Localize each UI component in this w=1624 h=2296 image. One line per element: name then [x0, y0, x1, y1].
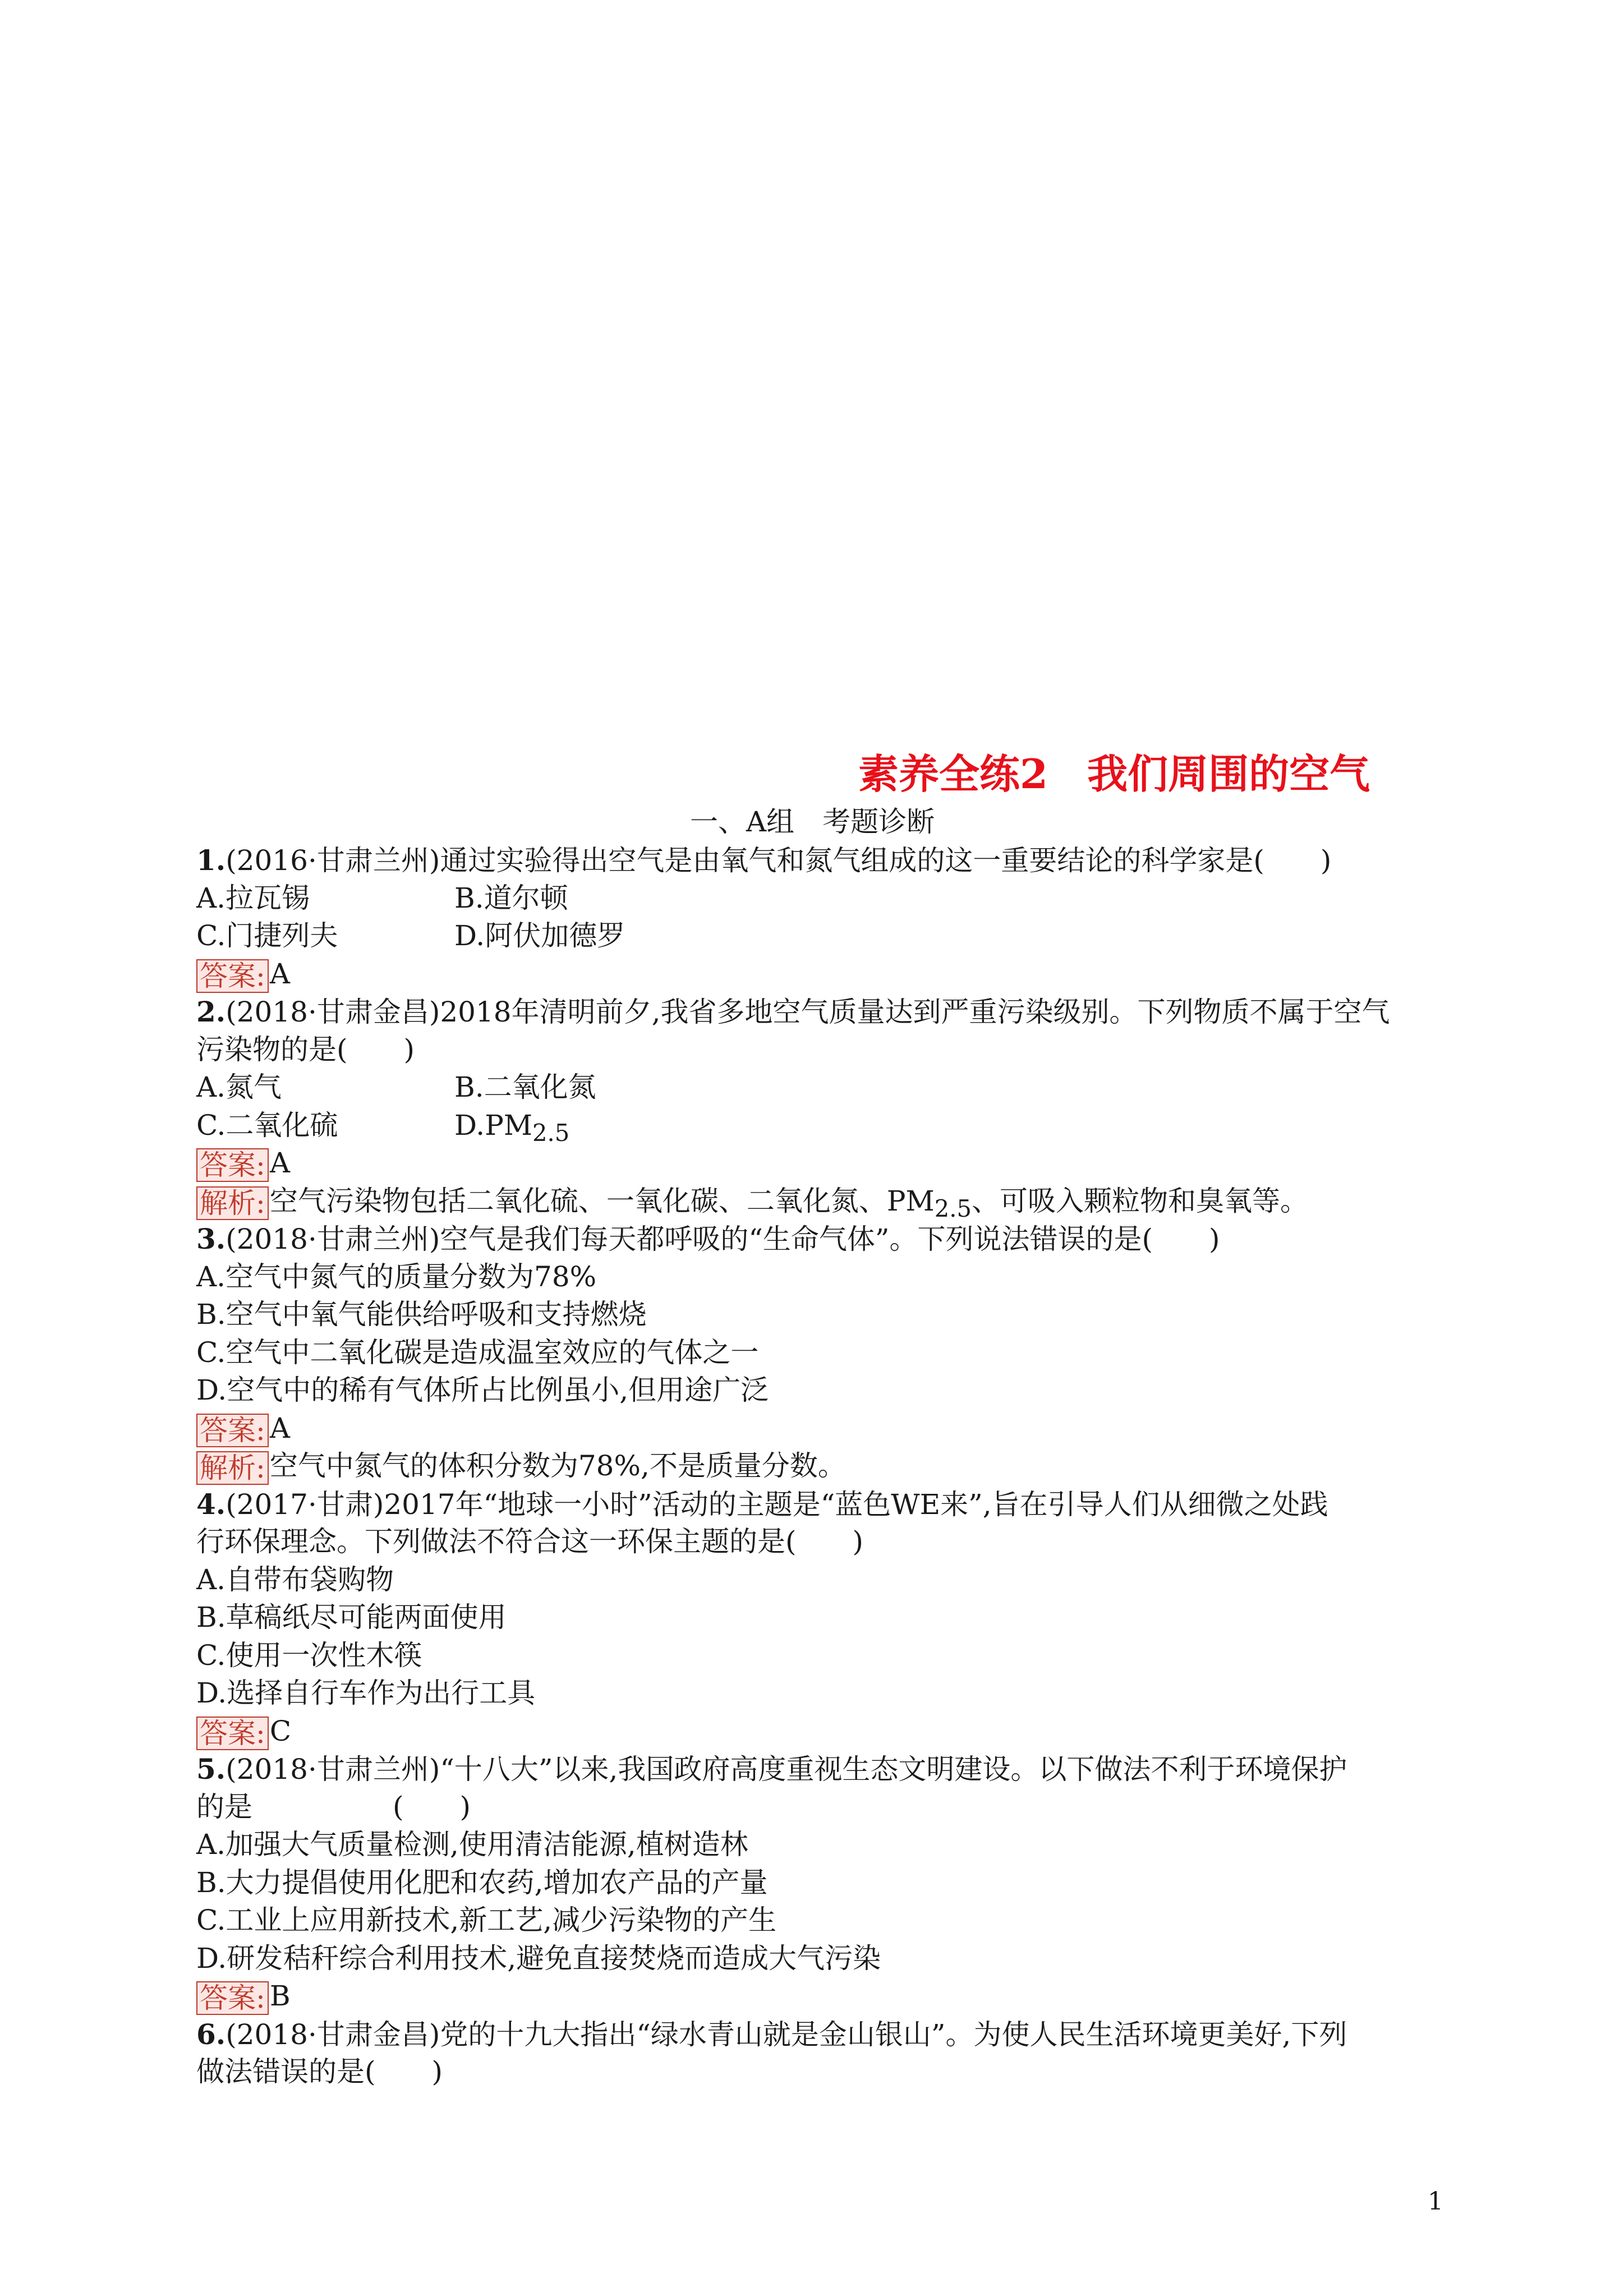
question-list: [196, 841, 1442, 2091]
answer-value: A: [269, 957, 290, 990]
answer-label: 答案:: [196, 1148, 269, 1182]
question-text: (2018·甘肃兰州)空气是我们每天都呼吸的“生命气体”。下列说法错误的是( ): [226, 1223, 1220, 1255]
answer-label: 答案:: [196, 1717, 269, 1750]
option-b: B.二氧化氮: [454, 1071, 596, 1103]
answer-blank: ( ): [393, 1790, 471, 1823]
question-number: 2.: [196, 995, 226, 1028]
page-number: 1: [1428, 2187, 1443, 2216]
question-text: (2018·甘肃金昌)党的十九大指出“绿水青山就是金山银山”。为使人民生活环境更美好,下列: [226, 2018, 1347, 2051]
analysis-subscript: 2.5: [934, 1194, 972, 1222]
option-b: B.大力提倡使用化肥和农药,增加农产品的产量: [196, 1866, 768, 1899]
section-part1: 一、A组: [690, 806, 795, 838]
question-2-options-row: [196, 1107, 1442, 1145]
question-4-line-1: [196, 1485, 1442, 1524]
question-3-line-1: [196, 1220, 1442, 1258]
analysis-text: 空气污染物包括二氧化硫、一氧化碳、二氧化氮、PM: [269, 1184, 935, 1217]
question-5-answer: [196, 1977, 1442, 2016]
question-3-answer: [196, 1410, 1442, 1448]
option-c: C.工业上应用新技术,新工艺,减少污染物的产生: [196, 1904, 777, 1936]
question-number: 5.: [196, 1752, 226, 1786]
option-a: A.氮气: [196, 1071, 282, 1103]
option-a: A.空气中氮气的质量分数为78%: [196, 1260, 597, 1293]
answer-label: 答案:: [196, 1414, 269, 1447]
question-2-line-2: [196, 1031, 1442, 1069]
page-title: [858, 746, 1370, 802]
question-text: (2016·甘肃兰州)通过实验得出空气是由氧气和氮气组成的这一重要结论的科学家是( ): [226, 844, 1332, 877]
question-5-line-1: [196, 1750, 1442, 1788]
option-a: A.自带布袋购物: [196, 1563, 394, 1596]
question-number: 6.: [196, 2017, 226, 2051]
answer-value: A: [269, 1411, 290, 1444]
answer-label: 答案:: [196, 1981, 269, 2015]
analysis-label: 解析:: [196, 1186, 269, 1220]
section-part2: 考题诊断: [822, 806, 935, 838]
question-2-answer: [196, 1144, 1442, 1182]
question-1-answer: [196, 955, 1442, 993]
question-4-answer: [196, 1713, 1442, 1751]
option-d: D.空气中的稀有气体所占比例虽小,但用途广泛: [196, 1374, 769, 1406]
option-b: B.道尔顿: [454, 881, 568, 914]
answer-label: 答案:: [196, 959, 269, 993]
question-1-line-1: [196, 841, 1442, 880]
question-2-analysis: [196, 1182, 1442, 1221]
question-5-line-2: [196, 1788, 1442, 1826]
analysis-text: 空气中氮气的体积分数为78%,不是质量分数。: [269, 1450, 846, 1482]
question-2-line-1: [196, 993, 1442, 1031]
option-c: C.使用一次性木筷: [196, 1639, 422, 1672]
question-text: 的是: [196, 1790, 252, 1823]
analysis-label: 解析:: [196, 1451, 269, 1485]
question-text: (2018·甘肃兰州)“十八大”以来,我国政府高度重视生态文明建设。以下做法不利于环境保护: [226, 1753, 1347, 1786]
option-c: C.空气中二氧化碳是造成温室效应的气体之一: [196, 1336, 759, 1369]
option-c: C.二氧化硫: [196, 1108, 338, 1142]
option-d: D.研发秸秆综合利用技术,避免直接焚烧而造成大气污染: [196, 1941, 881, 1975]
option-d: D.阿伏加德罗: [454, 919, 625, 952]
question-text: (2018·甘肃金昌)2018年清明前夕,我省多地空气质量达到严重污染级别。下列物质不属于空气: [226, 996, 1390, 1028]
question-2-options-row: [196, 1069, 1442, 1107]
question-text: (2017·甘肃)2017年“地球一小时”活动的主题是“蓝色WE来”,旨在引导人们从细微之处践: [226, 1488, 1328, 1521]
question-6-line-1: [196, 2016, 1442, 2054]
option-b: B.空气中氧气能供给呼吸和支持燃烧: [196, 1298, 647, 1331]
question-number: 3.: [196, 1222, 226, 1255]
option-a: A.拉瓦锡: [196, 881, 310, 914]
title-part2: 我们周围的空气: [1087, 750, 1370, 798]
option-b: B.草稿纸尽可能两面使用: [196, 1601, 507, 1634]
question-text: 污染物的是( ): [196, 1033, 415, 1066]
option-d: [454, 1107, 569, 1145]
answer-value: C: [269, 1714, 292, 1747]
option-a: A.加强大气质量检测,使用清洁能源,植树造林: [196, 1828, 748, 1861]
option-d-text: D.PM: [454, 1108, 533, 1142]
answer-value: A: [269, 1147, 290, 1179]
option-d-subscript: 2.5: [532, 1119, 570, 1147]
section-heading: [690, 803, 935, 840]
question-number: 1.: [196, 844, 226, 877]
question-1-options-row: [196, 917, 1442, 955]
option-d: D.选择自行车作为出行工具: [196, 1677, 536, 1709]
question-6-line-2: 做法错误的是( ): [196, 2055, 443, 2088]
option-c: C.门捷列夫: [196, 919, 338, 952]
question-number: 4.: [196, 1487, 226, 1521]
question-1-options-row: [196, 880, 1442, 918]
question-3-analysis: [196, 1447, 1442, 1485]
question-4-line-2: 行环保理念。下列做法不符合这一环保主题的是( ): [196, 1525, 864, 1558]
analysis-text-end: 、可吸入颗粒物和臭氧等。: [971, 1184, 1308, 1217]
answer-value: B: [269, 1980, 291, 2012]
title-part1: 素养全练2: [858, 750, 1048, 798]
